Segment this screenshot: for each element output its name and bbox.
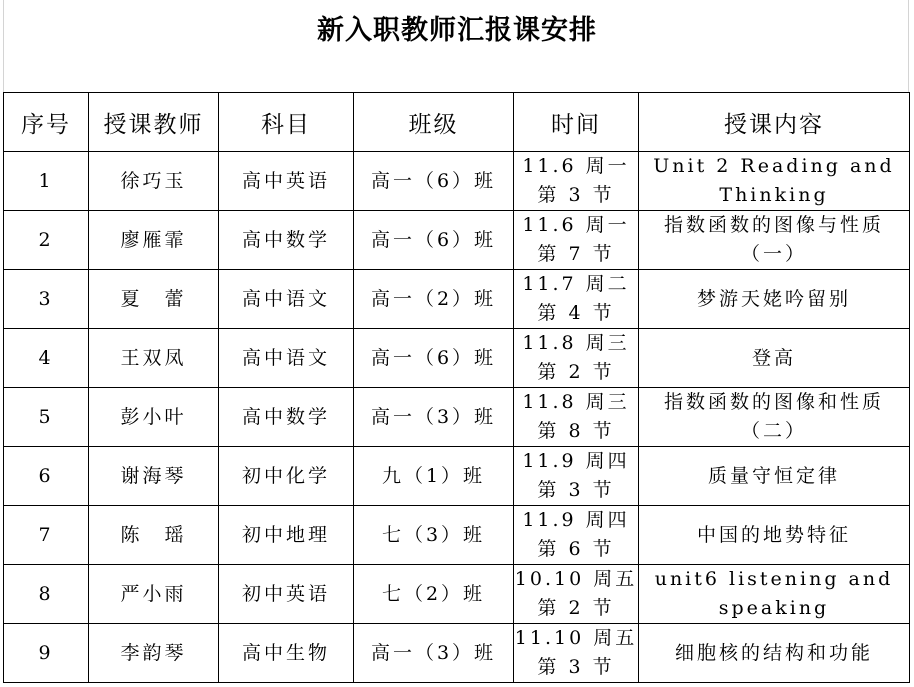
cell-content[interactable]	[639, 624, 910, 683]
cell-content-line: 中国的地势特征	[696, 523, 851, 546]
cell-index-line: 1	[38, 169, 54, 192]
table-row	[4, 624, 910, 683]
table-row	[4, 565, 910, 624]
header-subject[interactable]: 科目	[219, 93, 354, 152]
cell-index[interactable]	[4, 506, 89, 565]
cell-time-line: 11.7 周二	[522, 273, 630, 295]
cell-subject[interactable]	[219, 447, 354, 506]
cell-index[interactable]	[4, 388, 89, 447]
cell-index-line: 5	[38, 405, 54, 428]
cell-subject-line: 初中地理	[241, 523, 330, 546]
cell-subject[interactable]	[219, 565, 354, 624]
cell-index-line: 4	[38, 346, 54, 369]
cell-subject[interactable]	[219, 152, 354, 211]
cell-time[interactable]	[514, 565, 639, 624]
cell-teacher[interactable]	[89, 506, 219, 565]
table-row	[4, 506, 910, 565]
cell-teacher[interactable]	[89, 624, 219, 683]
cell-content[interactable]	[639, 329, 910, 388]
cell-index-line: 9	[38, 641, 54, 664]
cell-content-line: （二）	[740, 420, 807, 442]
cell-subject[interactable]	[219, 211, 354, 270]
cell-teacher-line: 夏 蕾	[120, 287, 187, 310]
schedule-table	[3, 92, 910, 683]
cell-subject[interactable]	[219, 624, 354, 683]
cell-class[interactable]	[354, 211, 514, 270]
cell-subject[interactable]	[219, 506, 354, 565]
cell-teacher[interactable]	[89, 211, 219, 270]
header-time[interactable]: 时间	[514, 93, 639, 152]
cell-subject-line: 初中化学	[241, 464, 330, 487]
cell-time-line: 11.6 周一	[522, 155, 630, 177]
cell-class[interactable]	[354, 388, 514, 447]
cell-subject-line: 高中英语	[241, 169, 330, 192]
cell-time[interactable]	[514, 211, 639, 270]
cell-index[interactable]	[4, 565, 89, 624]
table-row	[4, 388, 910, 447]
table-row	[4, 270, 910, 329]
cell-subject-line: 高中数学	[241, 228, 330, 251]
cell-content-line: Thinking	[719, 184, 829, 206]
cell-time[interactable]	[514, 152, 639, 211]
cell-class-line: 高一（2）班	[370, 287, 497, 310]
cell-content-line: 梦游天姥吟留别	[696, 287, 851, 310]
table-row	[4, 329, 910, 388]
cell-content-line: Unit 2 Reading and	[653, 155, 895, 177]
cell-time-line: 第 3 节	[537, 184, 615, 206]
cell-index[interactable]	[4, 152, 89, 211]
cell-class[interactable]	[354, 624, 514, 683]
cell-class[interactable]	[354, 506, 514, 565]
cell-index[interactable]	[4, 624, 89, 683]
cell-subject[interactable]	[219, 270, 354, 329]
header-index[interactable]: 序号	[4, 93, 89, 152]
cell-teacher[interactable]	[89, 270, 219, 329]
cell-class-line: 高一（3）班	[370, 641, 497, 664]
cell-time-line: 第 7 节	[537, 243, 615, 265]
cell-class-line: 高一（6）班	[370, 169, 497, 192]
cell-subject-line: 高中生物	[241, 641, 330, 664]
cell-teacher-line: 谢海琴	[120, 464, 187, 487]
cell-time[interactable]	[514, 270, 639, 329]
cell-subject-line: 初中英语	[241, 582, 330, 605]
cell-time-line: 第 3 节	[537, 656, 615, 678]
cell-teacher[interactable]	[89, 329, 219, 388]
cell-class-line: 高一（6）班	[370, 228, 497, 251]
cell-content-line: （一）	[740, 243, 807, 265]
cell-index[interactable]	[4, 447, 89, 506]
cell-content-line: 指数函数的图像和性质	[663, 391, 884, 413]
table-row	[4, 447, 910, 506]
cell-content[interactable]	[639, 388, 910, 447]
cell-teacher-line: 廖雁霏	[120, 228, 187, 251]
page-title: 新入职教师汇报课安排	[317, 15, 597, 46]
cell-index[interactable]	[4, 270, 89, 329]
cell-subject-line: 高中语文	[241, 287, 330, 310]
table-header-row	[4, 93, 910, 152]
cell-class-line: 七（2）班	[381, 582, 486, 605]
cell-class[interactable]	[354, 329, 514, 388]
cell-time-line: 10.10 周五	[514, 568, 638, 590]
cell-time[interactable]	[514, 506, 639, 565]
header-content[interactable]: 授课内容	[639, 93, 910, 152]
cell-content-line: 细胞核的结构和功能	[674, 641, 873, 664]
cell-teacher-line: 李韵琴	[120, 641, 187, 664]
cell-content[interactable]	[639, 211, 910, 270]
cell-subject-line: 高中语文	[241, 346, 330, 369]
cell-time[interactable]	[514, 447, 639, 506]
cell-teacher-line: 王双凤	[120, 346, 187, 369]
cell-class-line: 高一（6）班	[370, 346, 497, 369]
cell-teacher[interactable]	[89, 565, 219, 624]
cell-time[interactable]	[514, 624, 639, 683]
header-teacher[interactable]: 授课教师	[89, 93, 219, 152]
cell-subject-line: 高中数学	[241, 405, 330, 428]
cell-class-line: 高一（3）班	[370, 405, 497, 428]
cell-time[interactable]	[514, 388, 639, 447]
cell-time-line: 第 3 节	[537, 479, 615, 501]
cell-time-line: 第 2 节	[537, 597, 615, 619]
cell-content[interactable]	[639, 506, 910, 565]
cell-index-line: 8	[38, 582, 54, 605]
cell-time-line: 11.8 周三	[522, 391, 630, 413]
table-row	[4, 152, 910, 211]
cell-class[interactable]	[354, 152, 514, 211]
cell-index-line: 6	[38, 464, 54, 487]
cell-content-line: 登高	[751, 346, 796, 369]
cell-subject[interactable]	[219, 329, 354, 388]
cell-teacher-line: 徐巧玉	[120, 169, 187, 192]
cell-time-line: 第 2 节	[537, 361, 615, 383]
cell-index[interactable]	[4, 211, 89, 270]
cell-time[interactable]	[514, 329, 639, 388]
cell-content[interactable]	[639, 447, 910, 506]
cell-class[interactable]	[354, 447, 514, 506]
cell-time-line: 11.9 周四	[522, 509, 630, 531]
cell-class-line: 九（1）班	[381, 464, 486, 487]
cell-teacher-line: 彭小叶	[120, 405, 187, 428]
cell-time-line: 第 4 节	[537, 302, 615, 324]
cell-index-line: 3	[38, 287, 54, 310]
cell-content[interactable]	[639, 152, 910, 211]
cell-teacher[interactable]	[89, 152, 219, 211]
cell-content-line: 质量守恒定律	[707, 464, 840, 487]
cell-time-line: 11.10 周五	[514, 627, 638, 649]
cell-teacher[interactable]	[89, 447, 219, 506]
cell-teacher-line: 严小雨	[120, 582, 187, 605]
cell-content-line: unit6 listening and	[654, 568, 894, 590]
cell-content-line: 指数函数的图像与性质	[663, 214, 884, 236]
cell-teacher[interactable]	[89, 388, 219, 447]
cell-content[interactable]	[639, 565, 910, 624]
cell-subject[interactable]	[219, 388, 354, 447]
header-class[interactable]: 班级	[354, 93, 514, 152]
cell-time-line: 11.6 周一	[522, 214, 630, 236]
cell-class[interactable]	[354, 270, 514, 329]
cell-time-line: 第 6 节	[537, 538, 615, 560]
table-row	[4, 211, 910, 270]
cell-time-line: 第 8 节	[537, 420, 615, 442]
cell-time-line: 11.9 周四	[522, 450, 630, 472]
cell-class[interactable]	[354, 565, 514, 624]
cell-class-line: 七（3）班	[381, 523, 486, 546]
cell-content-line: speaking	[718, 597, 830, 619]
cell-index-line: 7	[38, 523, 54, 546]
cell-teacher-line: 陈 瑶	[120, 523, 187, 546]
cell-content[interactable]	[639, 270, 910, 329]
cell-index[interactable]	[4, 329, 89, 388]
cell-index-line: 2	[38, 228, 54, 251]
cell-time-line: 11.8 周三	[522, 332, 630, 354]
